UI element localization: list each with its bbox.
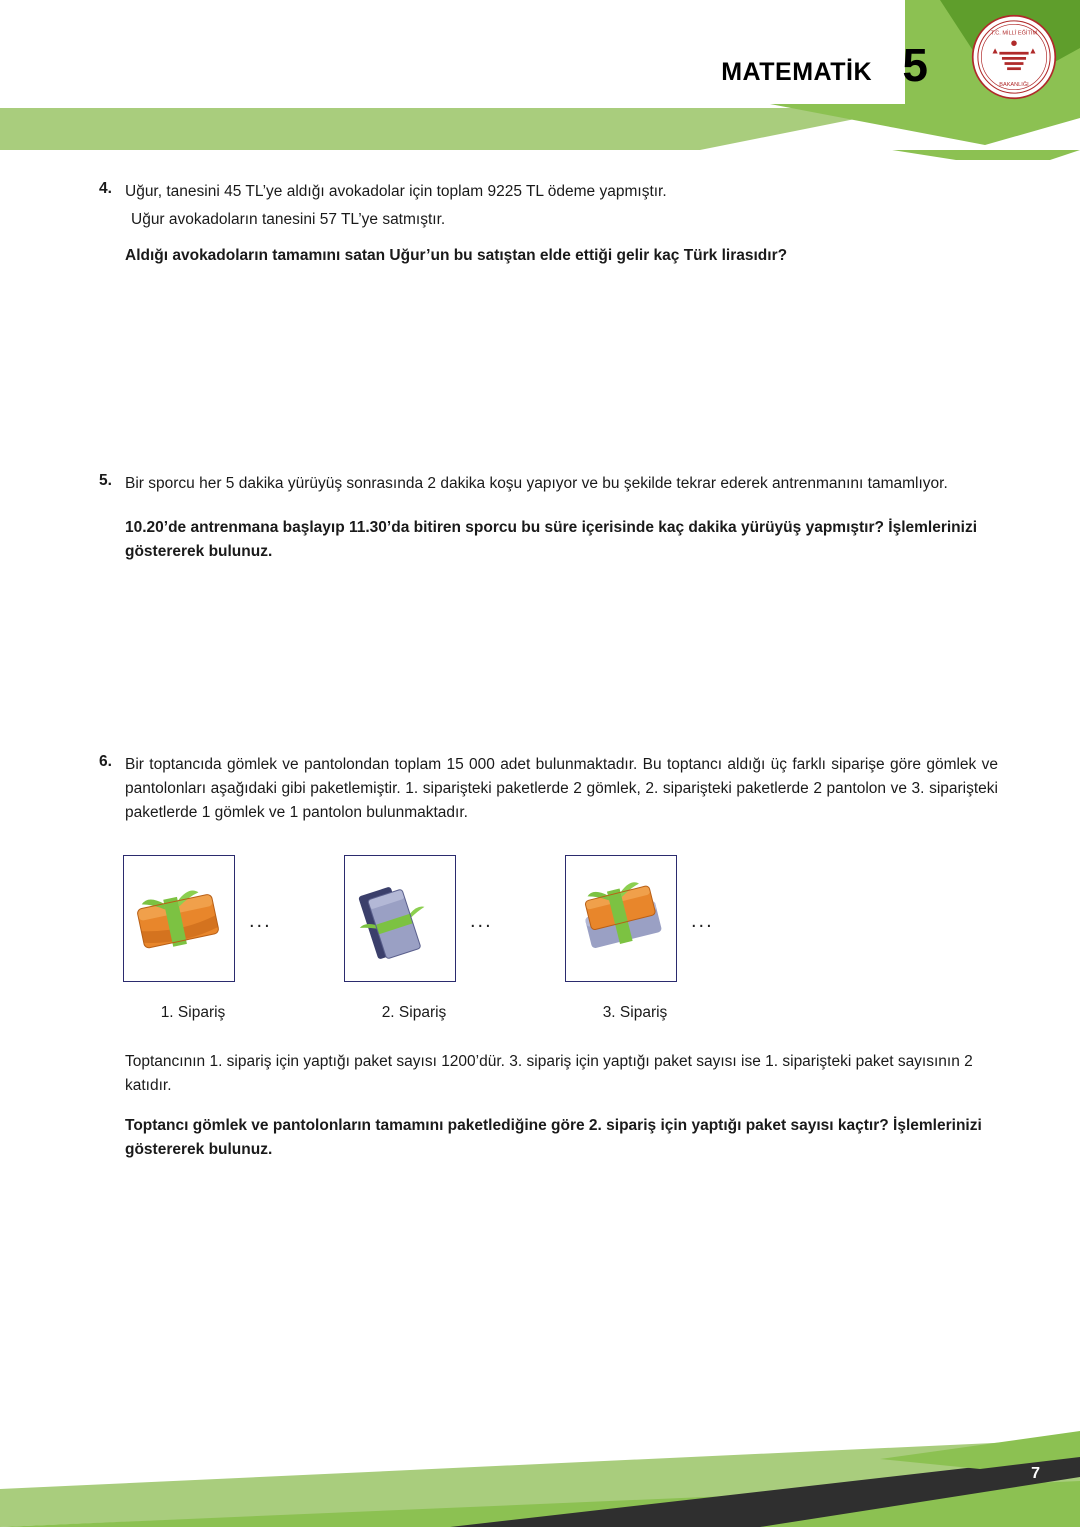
footer-decoration (0, 1417, 1080, 1527)
order-figures (0, 855, 1080, 1022)
question-5-line-2: 10.20’de antrenmana başlayıp 11.30’da bitiren sporcu bu süre içerisinde kaç dakika yürüyüş yapmıştır? İşlemlerinizi göstererek bulunuz. (125, 519, 978, 561)
question-6-number: 6. (99, 753, 112, 771)
page-footer (0, 1417, 1080, 1527)
figure-item-3 (565, 855, 714, 1022)
question-6 (0, 753, 1080, 825)
figure-caption-1: 1. Sipariş (160, 1004, 226, 1022)
shirt-package-icon (124, 871, 234, 966)
question-6-line-1: Bir toptancıda gömlek ve pantolondan toplam 15 000 adet bulunmaktadır. Bu toptancı aldığı üç farklı siparişe göre gömlek ve pantolonları aşağıdaki gibi paketlemiştir. 1. siparişteki paketlerde 2 gömlek, 2. siparişteki paketlerde 2 pantolon ve 3. siparişteki paketlerde 1 gömlek ve 1 pantolon bulunmaktadır. (125, 756, 998, 822)
question-5-line-1: Bir sporcu her 5 dakika yürüyüş sonrasında 2 dakika koşu yapıyor ve bu şekilde tekrar ederek antrenmanını tamamlıyor. (125, 475, 948, 493)
page-content (0, 160, 1080, 1168)
svg-text:BAKANLIĞI: BAKANLIĞI (999, 82, 1029, 89)
figure-item-1 (123, 855, 272, 1022)
figure-caption-2: 2. Sipariş (381, 1004, 447, 1022)
figure-box-3 (565, 855, 677, 982)
trousers-package-icon (345, 871, 455, 966)
page-title: MATEMATİK (721, 58, 872, 86)
question-4-line-3: Aldığı avokadoların tamamını satan Uğur’un bu satıştan elde ettiği gelir kaç Türk lirasıdır? (125, 247, 788, 265)
figure-dots-1: ... (249, 910, 272, 933)
figure-item-2 (344, 855, 493, 1022)
answer-space-4 (0, 272, 1080, 472)
meb-emblem-icon (971, 14, 1057, 100)
question-6-followup-line-1: Toptancının 1. sipariş için yaptığı paket sayısı 1200’dür. 3. sipariş için yaptığı paket sayısı ise 1. siparişteki paket sayısının 2 katıdır. (125, 1053, 973, 1095)
question-4-line-2: Uğur avokadoların tanesini 57 TL’ye satmıştır. (131, 211, 446, 229)
question-5-number: 5. (99, 472, 112, 490)
grade-number: 5 (902, 39, 928, 91)
question-4-line-1: Uğur, tanesini 45 TL’ye aldığı avokadolar için toplam 9225 TL ödeme yapmıştır. (125, 183, 667, 200)
question-4-number: 4. (99, 180, 112, 197)
figure-dots-3: ... (691, 910, 714, 933)
page-header (0, 0, 1080, 160)
svg-text:T.C. MİLLÎ EĞİTİM: T.C. MİLLÎ EĞİTİM (990, 30, 1038, 37)
figure-box-2 (344, 855, 456, 982)
page-number: 7 (1031, 1465, 1040, 1482)
question-5-body (99, 472, 998, 564)
question-6-body (99, 753, 998, 825)
figure-dots-2: ... (470, 910, 493, 933)
question-5 (0, 472, 1080, 564)
answer-space-5 (0, 568, 1080, 753)
figure-box-1 (123, 855, 235, 982)
question-6-followup (0, 1050, 1080, 1162)
figure-caption-3: 3. Sipariş (602, 1004, 668, 1022)
shirt-trousers-package-icon (566, 871, 676, 966)
question-4-body (99, 180, 998, 268)
question-6-followup-line-2: Toptancı gömlek ve pantolonların tamamını paketlediğine göre 2. sipariş için yaptığı paket sayısı kaçtır? İşlemlerinizi göstererek bulunuz. (125, 1117, 982, 1159)
question-4 (0, 180, 1080, 268)
